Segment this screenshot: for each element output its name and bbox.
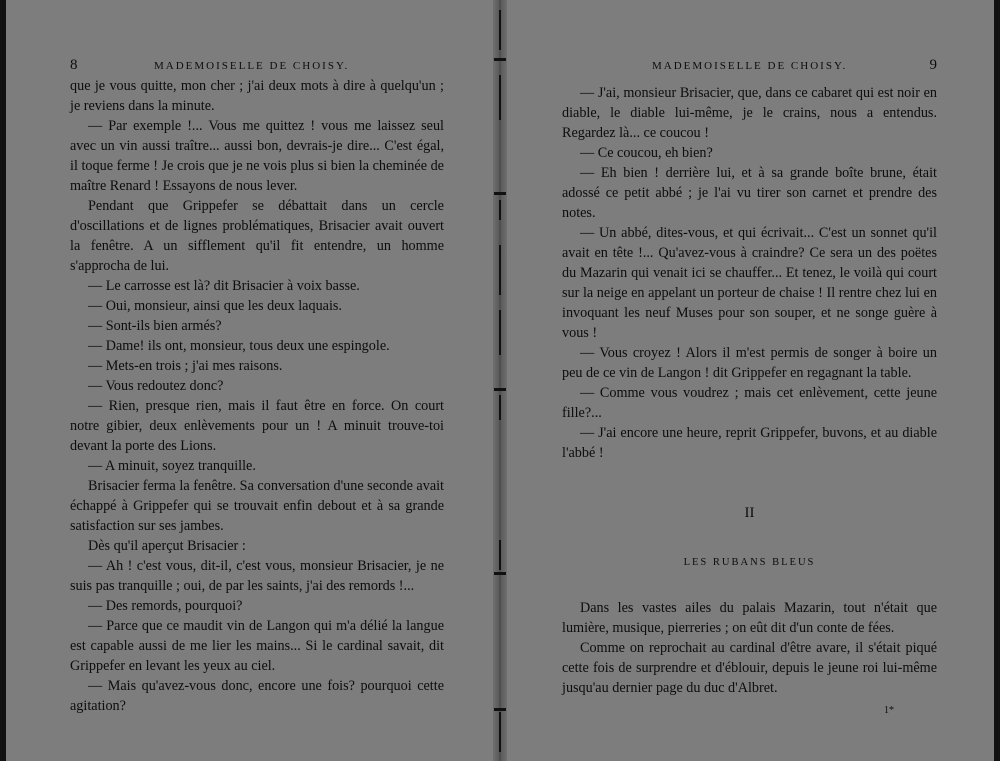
paragraph: — Le carrosse est là? dit Brisacier à voix basse. bbox=[88, 278, 360, 294]
paragraph: Dans les vastes ailes du palais Mazarin, tout n'était que lumière, musique, pierreries ; on eût dit d'un conte de fées. bbox=[562, 600, 937, 636]
body-text bbox=[562, 83, 937, 463]
running-head bbox=[562, 57, 937, 82]
book-gutter bbox=[493, 0, 507, 761]
chapter-title: LES RUBANS BLEUS bbox=[683, 557, 816, 568]
paragraph: — Rien, presque rien, mais il faut être en force. On court notre gibier, deux enlèvements pour un ! A minuit trouve-toi devant la porte des Lions. bbox=[70, 398, 444, 454]
paragraph: — Sont-ils bien armés? bbox=[88, 318, 222, 334]
page-number: 9 bbox=[929, 57, 937, 73]
paragraph: — Comme vous voudrez ; mais cet enlèvement, cette jeune fille?... bbox=[562, 385, 937, 421]
signature-mark: 1* bbox=[884, 705, 894, 716]
paragraph: — A minuit, soyez tranquille. bbox=[88, 458, 256, 474]
chapter-number: II bbox=[744, 505, 755, 521]
scan-border-left bbox=[0, 0, 6, 761]
paragraph: — Dame! ils ont, monsieur, tous deux une espingole. bbox=[88, 338, 390, 354]
paragraph: — J'ai encore une heure, reprit Grippefer, buvons, et au diable l'abbé ! bbox=[562, 425, 937, 461]
chapter-body-text bbox=[562, 598, 937, 698]
body-text bbox=[70, 76, 444, 716]
paragraph: — Oui, monsieur, ainsi que les deux laquais. bbox=[88, 298, 342, 314]
running-head-title: MADEMOISELLE DE CHOISY. bbox=[154, 60, 350, 72]
page-number: 8 bbox=[70, 57, 78, 73]
paragraph: — Des remords, pourquoi? bbox=[88, 598, 243, 614]
paragraph: — Ah ! c'est vous, dit-il, c'est vous, monsieur Brisacier, je ne suis pas tranquille ; oui, de par les saints, j'ai des remords !... bbox=[70, 558, 444, 594]
paragraph: — Vous croyez ! Alors il m'est permis de songer à boire un peu de ce vin de Langon ! dit Grippefer en regagnant la table. bbox=[562, 345, 937, 381]
paragraph: — Eh bien ! derrière lui, et à sa grande boîte brune, était adossé ce petit abbé ; je l'ai vu tirer son carnet et prendre des notes. bbox=[562, 165, 937, 221]
paragraph: Pendant que Grippefer se débattait dans un cercle d'oscillations et de lignes problématiques, Brisacier avait ouvert la fenêtre. A un sifflement qu'il fit entendre, un homme s'approcha de lui. bbox=[70, 198, 444, 274]
paragraph: Brisacier ferma la fenêtre. Sa conversation d'une seconde avait échappé à Grippefer qui se trouvait enfin debout et à sa grande satisfaction sur ses jambes. bbox=[70, 478, 444, 534]
paragraph: — Mais qu'avez-vous donc, encore une fois? pourquoi cette agitation? bbox=[70, 678, 444, 714]
paragraph: — Par exemple !... Vous me quittez ! vous me laissez seul avec un vin aussi traître... aussi bon, devrais-je dire... C'est égal, il toque ferme ! Je crois que je ne vois plus si bien la cheminée de maître Renard ! Essayons de nous lever. bbox=[70, 118, 444, 194]
paragraph: — Un abbé, dites-vous, et qui écrivait... C'est un sonnet qu'il avait en tête !... Qu'avez-vous à craindre? Ce sera un des poëtes du Mazarin qui venait ici se chauffer... Et tenez, le voilà qui court sur la neige en appelant un porteur de chaise ! Il rentre chez lui en invoquant les neuf Muses pour son souper, et ne songe guère à vous ! bbox=[562, 225, 937, 341]
paragraph: — Ce coucou, eh bien? bbox=[580, 145, 713, 161]
paragraph: — Mets-en trois ; j'ai mes raisons. bbox=[88, 358, 283, 374]
paragraph: — Vous redoutez donc? bbox=[88, 378, 224, 394]
paragraph: Dès qu'il aperçut Brisacier : bbox=[88, 538, 246, 554]
paragraph: — Parce que ce maudit vin de Langon qui m'a délié la langue est capable aussi de me lier les mains... Si le cardinal savait, dit Grippefer en levant les yeux au ciel. bbox=[70, 618, 444, 674]
paragraph: que je vous quitte, mon cher ; j'ai deux mots à dire à quelqu'un ; je reviens dans la minute. bbox=[70, 78, 444, 114]
scan-border-right bbox=[994, 0, 1000, 761]
running-head-title: MADEMOISELLE DE CHOISY. bbox=[652, 60, 848, 72]
paragraph: — J'ai, monsieur Brisacier, que, dans ce cabaret qui est noir en diable, le diable lui-même, je le crains, nous a entendus. Regardez là... ce coucou ! bbox=[562, 85, 937, 141]
paragraph: Comme on reprochait au cardinal d'être avare, il s'était piqué cette fois de surprendre et d'éblouir, depuis le jeune roi lui-même jusqu'au dernier page du duc d'Albret. bbox=[562, 640, 937, 696]
